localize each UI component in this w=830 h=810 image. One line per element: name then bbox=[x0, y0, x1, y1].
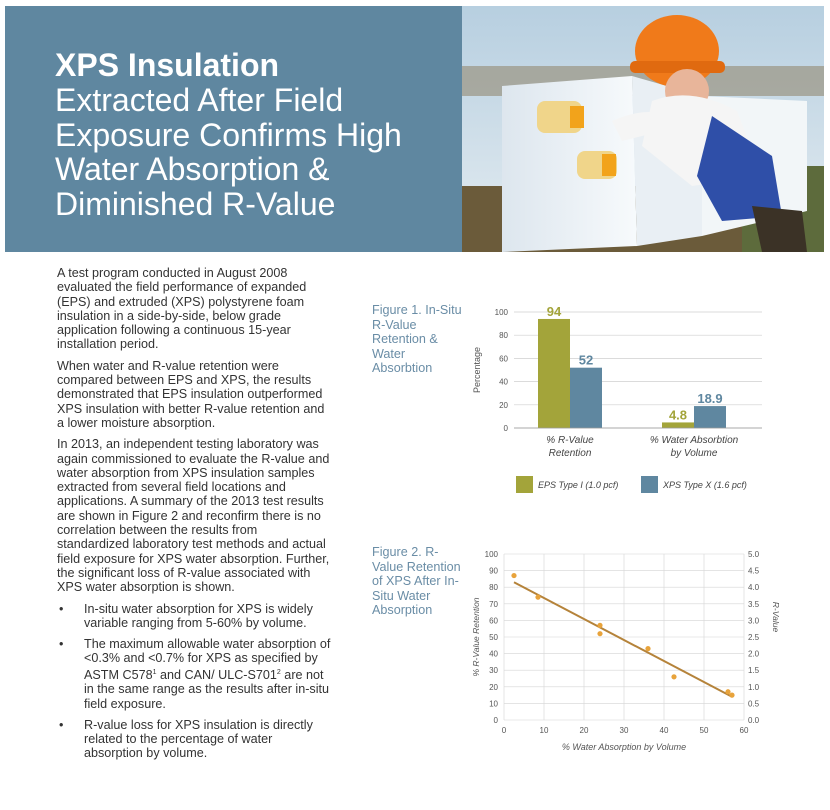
bar bbox=[538, 319, 570, 428]
figure1-label: Figure 1. In-Situ R-Value Retention & Water Absorbtion bbox=[372, 303, 462, 375]
y2-tick-label: 1.5 bbox=[748, 666, 760, 676]
figure2-label: Figure 2. R-Value Retention of XPS After In-Situ Water Absorption bbox=[372, 545, 461, 617]
y-tick-label: 60 bbox=[499, 354, 508, 364]
bullet-text: In-situ water absorption for XPS is widely variable ranging from 5-60% by volume. bbox=[84, 601, 313, 630]
bullet-text: are not in the same range as the results after in-situ field exposure. bbox=[84, 667, 330, 711]
bullet: • bbox=[59, 717, 64, 732]
bar-value-label: 4.8 bbox=[668, 407, 688, 423]
y-tick-label: 20 bbox=[489, 682, 498, 692]
bar bbox=[694, 406, 726, 428]
y-axis-label: Percentage bbox=[472, 346, 482, 394]
y2-tick-label: 0.5 bbox=[748, 699, 760, 709]
data-point bbox=[597, 623, 602, 628]
legend-label: XPS Type X (1.6 pcf) bbox=[663, 480, 747, 490]
bullet-text: and CAN/ ULC-S701 bbox=[156, 667, 277, 682]
legend-swatch bbox=[516, 476, 533, 493]
figure2-scatter-chart bbox=[462, 546, 792, 761]
y2-tick-label: 4.0 bbox=[748, 583, 760, 593]
bar-value-label: 52 bbox=[578, 352, 594, 368]
x-tick-label: % Water Absorbtion bbox=[649, 435, 739, 446]
list-item bbox=[57, 602, 332, 631]
y-tick-label: 20 bbox=[499, 400, 508, 410]
y2-tick-label: 5.0 bbox=[748, 550, 760, 559]
x-tick-label: 40 bbox=[659, 726, 669, 735]
list-item bbox=[57, 718, 332, 761]
header-banner bbox=[5, 6, 462, 252]
bar bbox=[570, 368, 602, 428]
title-bold: XPS Insulation bbox=[55, 47, 280, 83]
y-tick-label: 70 bbox=[489, 599, 498, 609]
x-tick-label: 30 bbox=[619, 726, 629, 735]
y2-tick-label: 2.5 bbox=[748, 633, 760, 642]
y-tick-label: 40 bbox=[489, 649, 498, 659]
data-point bbox=[729, 693, 734, 698]
footnote-ref: 2 bbox=[276, 668, 281, 676]
x-tick-label: 10 bbox=[539, 726, 549, 735]
data-point bbox=[511, 573, 516, 578]
paragraph: When water and R-value retention were compared between EPS and XPS, the results demonstrated that EPS insulation outperformed XPS insulation with better R-value retention and a lower moisture absorption. bbox=[57, 358, 325, 430]
data-point bbox=[597, 631, 602, 636]
x-tick-label: by Volume bbox=[670, 448, 718, 459]
x-axis-label: % Water Absorption by Volume bbox=[561, 742, 687, 752]
x-tick-label: Retention bbox=[548, 448, 592, 459]
y-tick-label: 10 bbox=[489, 699, 498, 709]
legend-swatch bbox=[641, 476, 658, 493]
x-tick-label: 50 bbox=[699, 726, 709, 735]
bar-value-label: 18.9 bbox=[697, 391, 723, 407]
y2-tick-label: 1.0 bbox=[748, 682, 760, 692]
y-tick-label: 80 bbox=[499, 331, 508, 341]
y-axis-label: % R-Value Retention bbox=[471, 597, 481, 677]
body-text bbox=[57, 266, 332, 768]
x-tick-label: % R-Value bbox=[546, 435, 594, 446]
y2-axis-label: R-Value bbox=[771, 601, 781, 633]
y2-tick-label: 3.0 bbox=[748, 616, 760, 626]
x-tick-label: 20 bbox=[579, 726, 589, 735]
title-subtitle: Extracted After Field Exposure Confirms High Water Absorption & Diminished R-Value bbox=[55, 82, 402, 222]
y2-tick-label: 0.0 bbox=[748, 716, 760, 725]
bullet-text: The maximum allowable water absorption of <0.3% and <0.7% for XPS as specified by ASTM C578 bbox=[84, 637, 331, 682]
bar-value-label: 94 bbox=[546, 303, 562, 319]
bullet-list bbox=[57, 602, 332, 761]
y2-tick-label: 2.0 bbox=[748, 649, 760, 659]
list-item bbox=[57, 637, 332, 711]
y-tick-label: 40 bbox=[499, 377, 508, 387]
x-tick-label: 60 bbox=[739, 726, 749, 735]
footnote-ref: 1 bbox=[152, 668, 157, 676]
y-tick-label: 50 bbox=[489, 633, 498, 642]
y-tick-label: 100 bbox=[494, 308, 508, 317]
y2-tick-label: 4.5 bbox=[748, 566, 760, 576]
y-tick-label: 80 bbox=[489, 583, 498, 593]
bullet: • bbox=[59, 637, 64, 652]
y-tick-label: 0 bbox=[493, 716, 498, 725]
y-tick-label: 60 bbox=[489, 616, 498, 626]
y2-tick-label: 3.5 bbox=[748, 599, 760, 609]
bullet-text: R-value loss for XPS insulation is directly related to the percentage of water absorption by volume. bbox=[84, 717, 313, 761]
paragraph: In 2013, an independent testing laboratory was again commissioned to evaluate the R-value and water absorption from XPS insulation samples extracted from several field locations and applications. A summary of the 2013 test results are shown in Figure 2 and reconfirm there is no correlation between the results from standardized laboratory test methods and actual field exposure for XPS water absorption. Further, the significant loss of R-value associated with XPS water absorption is shown. bbox=[57, 437, 330, 595]
y-tick-label: 0 bbox=[503, 424, 508, 433]
paragraph: A test program conducted in August 2008 evaluated the field performance of expanded (EPS) and extruded (XPS) polystyrene foam insulation in a side-by-side, below grade application following a continuous 15-year installation period. bbox=[57, 266, 307, 352]
x-tick-label: 0 bbox=[501, 726, 507, 735]
y-tick-label: 90 bbox=[489, 566, 498, 576]
figure1-bar-chart bbox=[462, 298, 792, 498]
y-tick-label: 100 bbox=[484, 550, 498, 559]
bar bbox=[662, 422, 694, 428]
data-point bbox=[725, 689, 730, 694]
data-point bbox=[645, 646, 650, 651]
data-point bbox=[535, 595, 540, 600]
legend-label: EPS Type I (1.0 pcf) bbox=[538, 480, 619, 490]
worker-installing-foam-board-photo bbox=[462, 6, 824, 252]
data-point bbox=[671, 674, 676, 679]
bullet: • bbox=[59, 601, 64, 616]
y-tick-label: 30 bbox=[489, 666, 498, 676]
trend-line bbox=[514, 582, 732, 697]
